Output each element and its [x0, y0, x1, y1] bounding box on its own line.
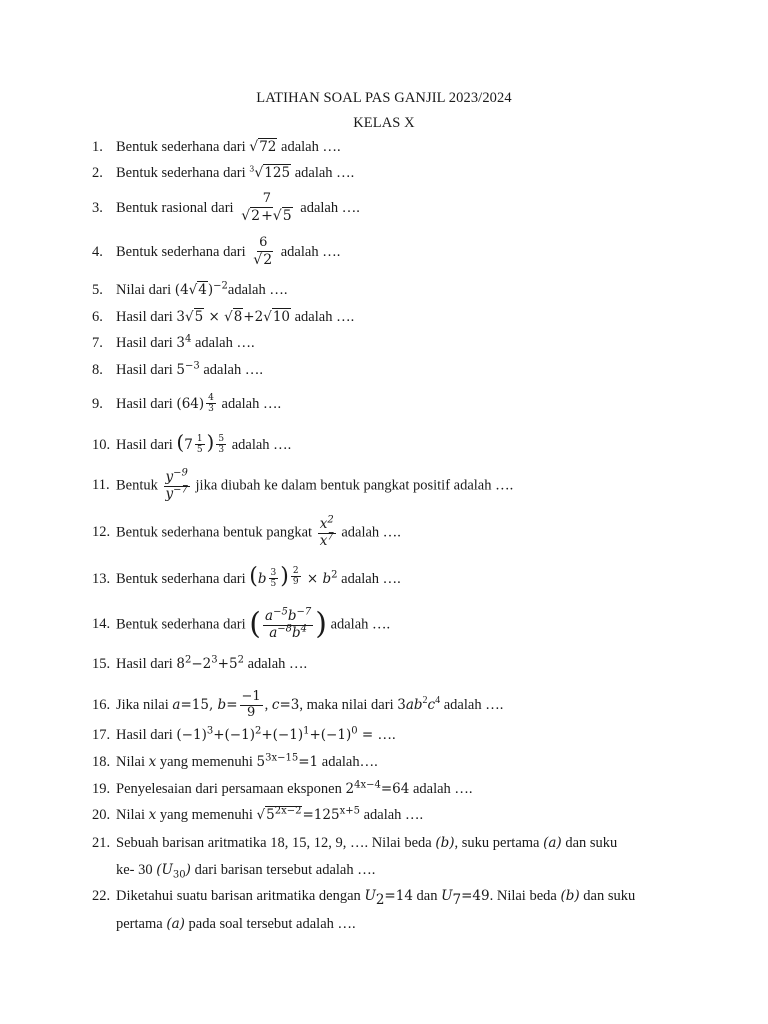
- question-18: 18. Nilai x yang memenuhi $5^{3x-15}=1$ adalah….: [92, 752, 378, 770]
- question-1: 1. Bentuk sederhana dari √72 adalah ….: [92, 139, 341, 155]
- question-7: 7. Hasil dari $3^4$ adalah ….: [92, 333, 255, 351]
- power-expression: $(4√4)^{-2}$: [174, 280, 228, 298]
- question-10: 10. Hasil dari (7 $\frac{1}{5}$ ) $\frac{5}{3}$ adalah ….: [92, 430, 292, 456]
- question-2: 2. Bentuk sederhana dari $^3$√125 adalah ….: [92, 164, 355, 181]
- question-22-continuation: pertama (a) pada soal tersebut adalah ….: [116, 916, 356, 932]
- equation: $√5^{2x-2}=125^{x+5}$: [256, 805, 360, 823]
- question-20: 20. Nilai x yang memenuhi $√5^{2x-2}=125^{x+5}$ adalah ….: [92, 805, 424, 823]
- fraction-expression: $\frac{6}{√2}$: [253, 235, 273, 268]
- question-13: 13. Bentuk sederhana dari (b $\frac{3}{5}$ ) $\frac{2}{9}$ × $b^2$ adalah ….: [92, 564, 401, 590]
- question-9: 9. Hasil dari (64) $\frac{4}{3}$ adalah ….: [92, 393, 282, 415]
- question-16: 16. Jika nilai a=15, b= $\frac{-1}{9}$ , c=3, maka nilai dari $3ab^2c^4$ adalah ….: [92, 689, 504, 720]
- question-22: 22. Diketahui suatu barisan aritmatika dengan $U_2=14$ dan $U_7=49$. Nilai beda (b) dan suku: [92, 888, 636, 908]
- fraction-expression: $\frac{x^2}{x^7}$: [319, 514, 334, 549]
- parenthesized-fraction: ( $\frac{a^{-5}b^{-7}}{a^{-8}b^4}$ ): [249, 606, 327, 643]
- power-expression: $(-1)^3+(-1)^2+(-1)^1+(-1)^0$ =: [176, 725, 378, 743]
- power-expression: $3^4$: [176, 333, 192, 351]
- power-expression: (64) $\frac{4}{3}$: [176, 393, 214, 415]
- cube-root-expression: $^3$√125: [249, 164, 291, 181]
- fraction-expression: $\frac{7}{√2+√5}$: [241, 191, 292, 224]
- question-5: 5. Nilai dari $(4√4)^{-2}adalah$ ….: [92, 280, 288, 298]
- fraction-expression: $\frac{y^{-9}}{y^{-7}}$: [165, 467, 188, 502]
- equation: $2^{4x-4}=64$: [345, 779, 410, 797]
- question-15: 15. Hasil dari $8^2-2^3+5^2$ adalah ….: [92, 654, 308, 672]
- power-expression: (b $\frac{3}{5}$ ) $\frac{2}{9}$ × $b^2$: [249, 564, 338, 590]
- question-11: 11. Bentuk $\frac{y^{-9}}{y^{-7}}$ jika diubah ke dalam bentuk pangkat positif adalah ….: [92, 467, 514, 502]
- question-8: 8. Hasil dari $5^{-3}$ adalah ….: [92, 360, 263, 378]
- document-subtitle: KELAS X: [353, 115, 415, 131]
- document-title: LATIHAN SOAL PAS GANJIL 2023/2024: [256, 90, 512, 106]
- question-21-continuation: ke- 30 $(U_{30})$ dari barisan tersebut adalah ….: [116, 862, 376, 881]
- question-4: 4. Bentuk sederhana dari $\frac{6}{√2}$ adalah ….: [92, 235, 341, 268]
- power-expression: $5^{-3}$: [176, 360, 200, 378]
- radical-expression: 3√5 × √8+2√10: [176, 309, 290, 325]
- power-expression: (7 $\frac{1}{5}$ ) $\frac{5}{3}$: [176, 430, 225, 456]
- question-6: 6. Hasil dari 3√5 × √8+2√10 adalah ….: [92, 309, 355, 325]
- sqrt-expression: √72: [249, 139, 277, 155]
- question-3: 3. Bentuk rasional dari $\frac{7}{√2+√5}$ adalah ….: [92, 191, 360, 224]
- question-21: 21. Sebuah barisan aritmatika 18, 15, 12, 9, …. Nilai beda (b), suku pertama (a) dan suku: [92, 835, 618, 851]
- equation: $5^{3x-15}=1$: [256, 752, 319, 770]
- question-19: 19. Penyelesaian dari persamaan eksponen $2^{4x-4}=64$ adalah ….: [92, 779, 473, 797]
- question-14: 14. Bentuk sederhana dari ( $\frac{a^{-5}b^{-7}}{a^{-8}b^4}$ ) adalah ….: [92, 606, 391, 643]
- question-12: 12. Bentuk sederhana bentuk pangkat $\frac{x^2}{x^7}$ adalah ….: [92, 514, 401, 549]
- power-expression: $8^2-2^3+5^2$: [176, 654, 244, 672]
- question-17: 17. Hasil dari $(-1)^3+(-1)^2+(-1)^1+(-1)^0$ = ….: [92, 725, 396, 743]
